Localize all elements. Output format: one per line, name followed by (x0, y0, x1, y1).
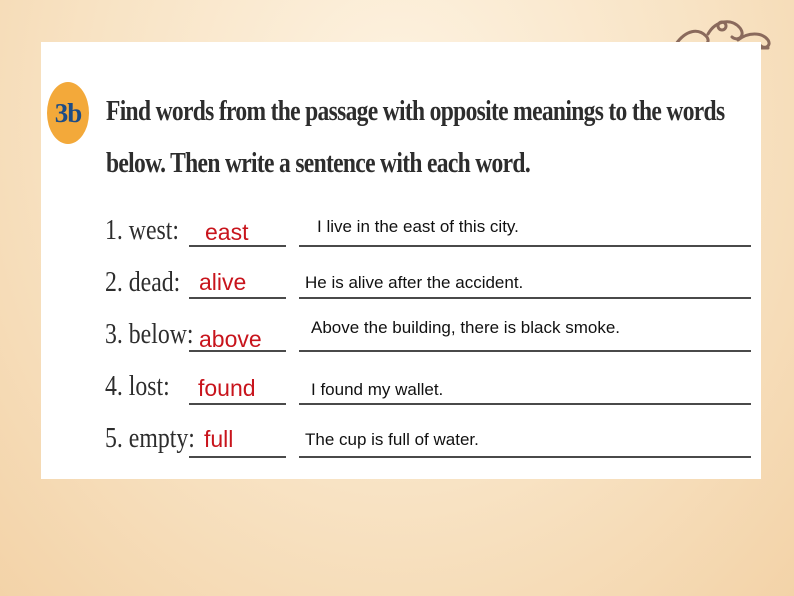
row-sentence: He is alive after the accident. (305, 273, 524, 292)
sentence-line (299, 297, 751, 299)
instruction-line-2: below. Then write a sentence with each word. (106, 148, 531, 179)
exercise-row (41, 316, 761, 366)
row-sentence: The cup is full of water. (305, 430, 479, 449)
instruction-line-1: Find words from the passage with opposite meanings to the words (106, 96, 725, 127)
exercise-row (41, 368, 761, 418)
answer-line (189, 456, 286, 458)
exercise-row (41, 264, 761, 314)
sentence-line (299, 350, 751, 352)
row-prompt: 1. west: (105, 214, 179, 246)
exercise-instructions (106, 86, 725, 190)
row-answer: east (205, 219, 249, 245)
row-prompt: 2. dead: (105, 266, 181, 298)
answer-line (189, 297, 286, 299)
row-sentence: I found my wallet. (311, 380, 444, 399)
row-answer: above (199, 326, 262, 352)
row-prompt: 5. empty: (105, 422, 195, 454)
row-answer: alive (199, 269, 247, 295)
exercise-badge-label: 3b (54, 97, 82, 128)
exercise-card (41, 42, 761, 479)
row-prompt: 3. below: (105, 318, 194, 350)
exercise-badge (47, 82, 89, 144)
sentence-line (299, 456, 751, 458)
sentence-line (299, 245, 751, 247)
answer-line (189, 403, 286, 405)
sentence-line (299, 403, 751, 405)
row-sentence: Above the building, there is black smoke. (311, 318, 621, 337)
row-answer: full (204, 426, 234, 452)
row-answer: found (198, 375, 256, 401)
exercise-row (41, 420, 761, 470)
row-sentence: I live in the east of this city. (317, 217, 519, 236)
row-prompt: 4. lost: (105, 370, 170, 402)
exercise-row (41, 212, 761, 262)
